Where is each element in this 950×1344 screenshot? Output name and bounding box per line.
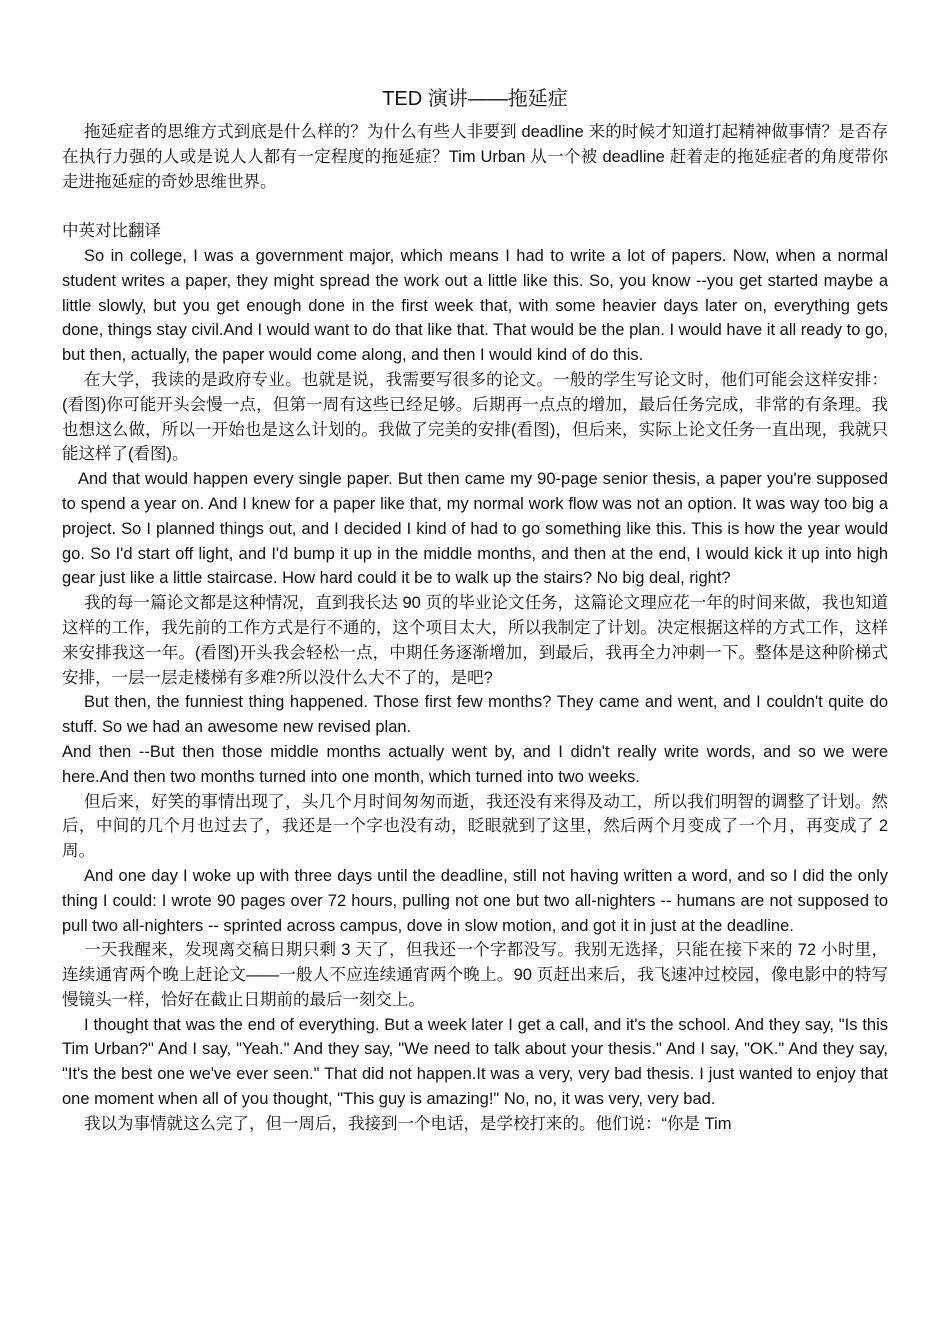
section-label: 中英对比翻译 <box>62 222 161 241</box>
blank-line <box>62 194 888 219</box>
chinese-paragraph: 我的每一篇论文都是这种情况，直到我长达 90 页的毕业论文任务，这篇论文理应花一年的时间来做，我也知道这样的工作，我先前的工作方式是行不通的，这个项目太大，所以我制定了计划。决定根据这样的方式工作，这样来安排我这一年。(看图)开头我会轻松一点，中期任务逐渐增加，到最后，我再全力冲刺一下。整体是这种阶梯式安排，一层一层走楼梯有多难?所以没什么大不了的，是吧? <box>62 594 888 687</box>
intro-paragraph: 拖延症者的思维方式到底是什么样的？为什么有些人非要到 deadline 来的时候才知道打起精神做事情？是否存在执行力强的人或是说人人都有一定程度的拖延症？Tim Urban 从一个被 deadline 赶着走的拖延症者的角度带你走进拖延症的奇妙思维世界。 <box>62 123 888 191</box>
english-paragraph: And then --But then those middle months actually went by, and I didn't really write words, and so we were here.And then two months turned into one month, which turned into two weeks. <box>62 742 888 786</box>
english-paragraph: But then, the funniest thing happened. Those first few months? They came and went, and I couldn't quite do stuff. So we had an awesome new revised plan. <box>62 693 888 737</box>
chinese-paragraph: 一天我醒来，发现离交稿日期只剩 3 天了，但我还一个字都没写。我别无选择，只能在接下来的 72 小时里，连续通宵两个晚上赶论文——一般人不应连续通宵两个晚上。90 页赶出来后，我飞速冲过校园，像电影中的特写慢镜头一样，恰好在截止日期前的最后一刻交上。 <box>62 941 888 1009</box>
chinese-paragraph: 但后来，好笑的事情出现了，头几个月时间匆匆而逝，我还没有来得及动工，所以我们明智的调整了计划。然后，中间的几个月也过去了，我还是一个字也没有动，眨眼就到了这里，然后两个月变成了一个月，再变成了 2 周。 <box>62 792 888 861</box>
chinese-paragraph: 在大学，我读的是政府专业。也就是说，我需要写很多的论文。一般的学生写论文时，他们可能会这样安排：(看图)你可能开头会慢一点，但第一周有这些已经足够。后期再一点点的增加，最后任务完成，非常的有条理。我也想这么做，所以一开始也是这么计划的。我做了完美的安排(看图)，但后来，实际上论文任务一直出现，我就只能这样了(看图)。 <box>62 370 888 464</box>
english-paragraph: And that would happen every single paper. But then came my 90-page senior thesis, a paper you're supposed to spend a year on. And I knew for a paper like that, my normal work flow was not an option. It was way too big a project. So I planned things out, and I decided I kind of had to go something like this. This is how the year would go. So I'd start off light, and I'd bump it up in the middle months, and then at the end, I would kick it up into high gear just like a little staircase. How hard could it be to walk up the stairs? No big deal, right? <box>62 470 888 588</box>
english-paragraph: I thought that was the end of everything. But a week later I get a call, and it's the school. And they say, "Is this Tim Urban?" And I say, "Yeah." And they say, "We need to talk about your thesis." And I say, "OK." And they say, "It's the best one we've ever seen." That did not happen.It was a very, very bad thesis. I just wanted to enjoy that one moment when all of you thought, "This guy is amazing!" No, no, it was very, very bad. <box>62 1015 888 1109</box>
document-page <box>62 84 888 1137</box>
english-paragraph: So in college, I was a government major, which means I had to write a lot of papers. Now, when a normal student writes a paper, they might spread the work out a little like this. So, you know --you get started maybe a little slowly, but you get enough done in the first week that, with some heavier days later on, everything gets done, things stay civil.And I would want to do that like that. That would be the plan. I would have it all ready to go, but then, actually, the paper would come along, and then I would kind of do this. <box>62 246 888 365</box>
english-paragraph: And one day I woke up with three days until the deadline, still not having written a word, and so I did the only thing I could: I wrote 90 pages over 72 hours, pulling not one but two all-nighters -- humans are not supposed to pull two all-nighters -- sprinted across campus, dove in slow motion, and got it in just at the deadline. <box>62 866 888 935</box>
chinese-paragraph: 我以为事情就这么完了，但一周后，我接到一个电话，是学校打来的。他们说：“你是 Tim <box>84 1114 732 1133</box>
document-title: TED 演讲——拖延症 <box>382 88 568 110</box>
